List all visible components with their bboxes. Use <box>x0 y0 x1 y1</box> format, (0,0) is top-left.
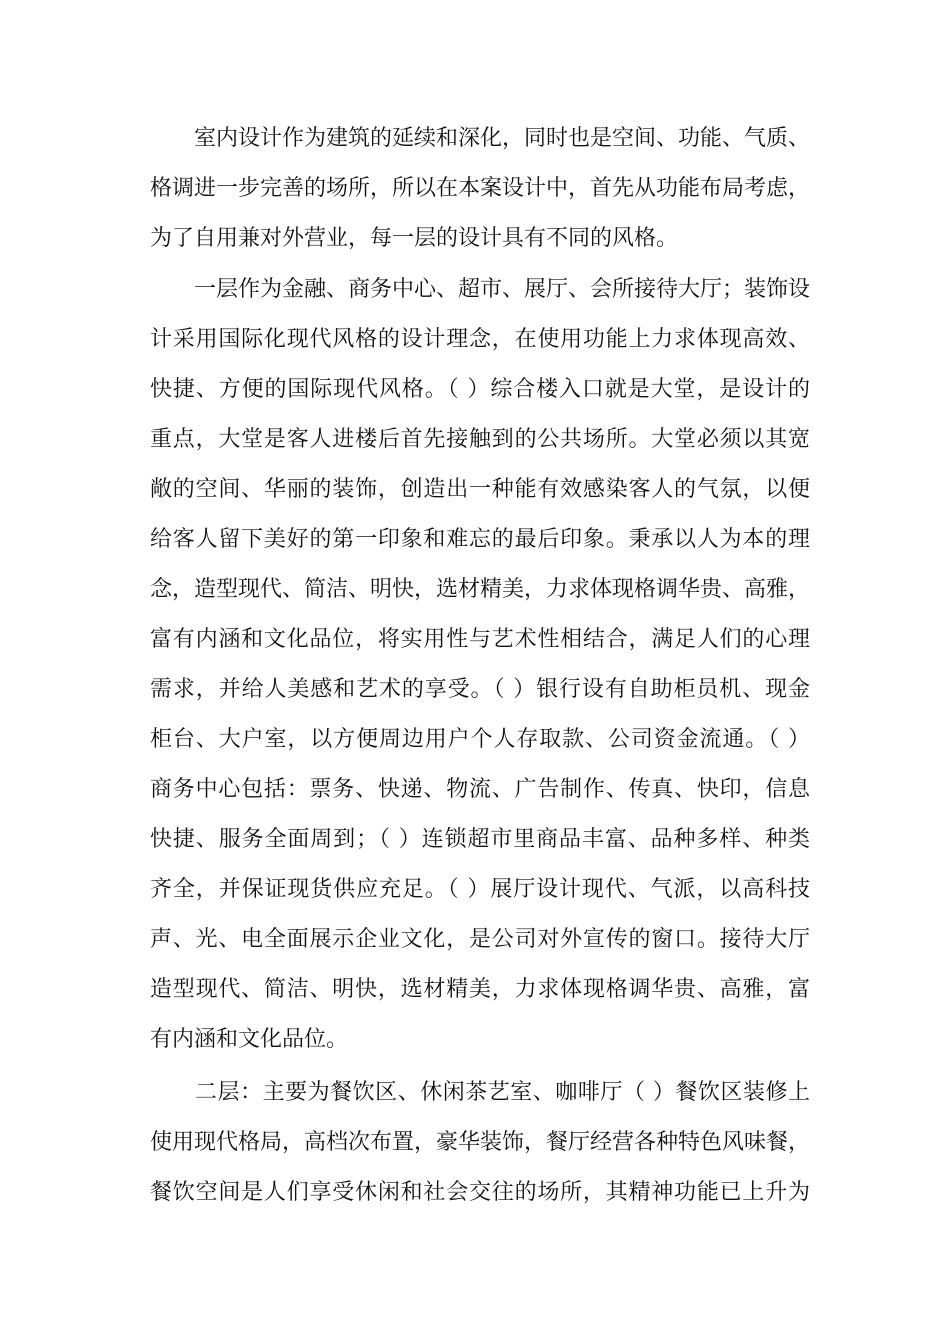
text-line: 二层：主要为餐饮区、休闲茶艺室、咖啡厅（ ）餐饮区装修上 <box>150 1080 810 1105</box>
text-line: 计采用国际化现代风格的设计理念，在使用功能上力求体现高效、 <box>150 327 810 352</box>
text-line: 快捷、方便的国际现代风格。（ ）综合楼入口就是大堂，是设计的 <box>150 377 810 402</box>
text-line: 室内设计作为建筑的延续和深化，同时也是空间、功能、气质、 <box>150 126 811 151</box>
text-line: 声、光、电全面展示企业文化，是公司对外宣传的窗口。接待大厅 <box>150 927 810 952</box>
text-line: 重点，大堂是客人进楼后首先接触到的公共场所。大堂必须以其宽 <box>150 427 810 452</box>
paragraph-intro <box>150 114 810 264</box>
text-line: 餐饮空间是人们享受休闲和社会交往的场所，其精神功能已上升为 <box>150 1180 810 1205</box>
text-line: 有内涵和文化品位。 <box>150 1027 349 1052</box>
text-line: 快捷、服务全面周到；（ ）连锁超市里商品丰富、品种多样、种类 <box>150 827 810 852</box>
text-line: 为了自用兼对外营业，每一层的设计具有不同的风格。 <box>150 226 679 251</box>
text-line: 格调进一步完善的场所，所以在本案设计中，首先从功能布局考虑， <box>150 176 811 201</box>
text-line: 齐全，并保证现货供应充足。（ ）展厅设计现代、气派，以高科技 <box>150 877 810 902</box>
text-line: 念，造型现代、简洁、明快，选材精美，力求体现格调华贵、高雅， <box>150 577 811 602</box>
paragraph-second-floor <box>150 1068 810 1218</box>
text-line: 敞的空间、华丽的装饰，创造出一种能有效感染客人的气氛，以便 <box>150 477 810 502</box>
paragraph-first-floor <box>150 265 810 1065</box>
text-line: 给客人留下美好的第一印象和难忘的最后印象。秉承以人为本的理 <box>150 527 810 552</box>
text-line: 柜台、大户室，以方便周边用户个人存取款、公司资金流通。（ ） <box>150 727 810 752</box>
text-line: 使用现代格局，高档次布置，豪华装饰，餐厅经营各种特色风味餐， <box>150 1130 811 1155</box>
text-line: 需求，并给人美感和艺术的享受。（ ）银行设有自助柜员机、现金 <box>150 677 810 702</box>
text-line: 富有内涵和文化品位，将实用性与艺术性相结合，满足人们的心理 <box>150 627 810 652</box>
text-line: 商务中心包括：票务、快递、物流、广告制作、传真、快印，信息 <box>150 777 810 802</box>
text-line: 造型现代、简洁、明快，选材精美，力求体现格调华贵、高雅，富 <box>150 977 810 1002</box>
text-line: 一层作为金融、商务中心、超市、展厅、会所接待大厅；装饰设 <box>150 277 811 302</box>
